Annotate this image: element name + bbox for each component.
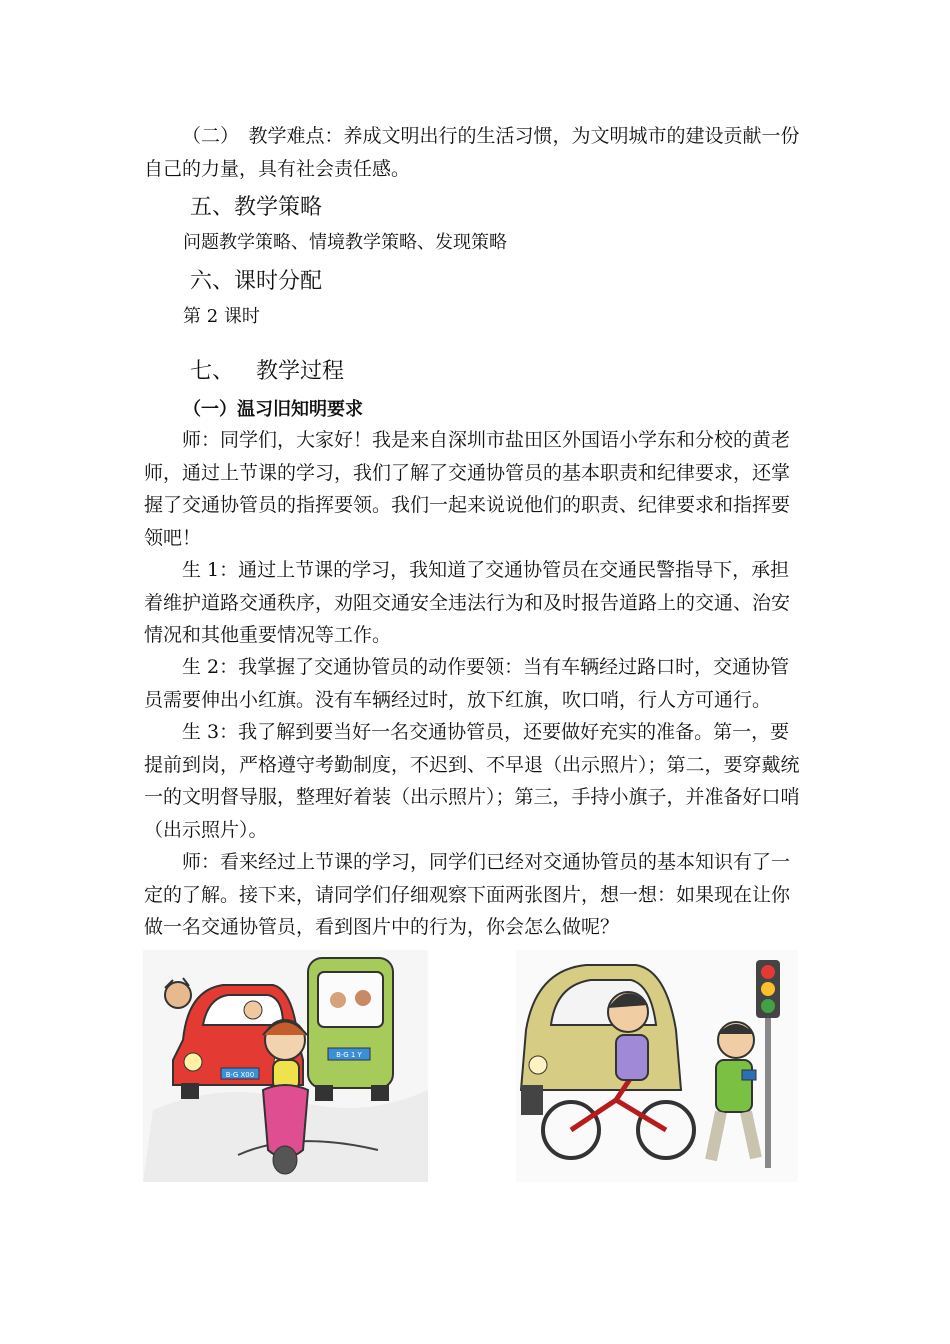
difficulty-label: （二） [182, 125, 240, 147]
bus-icon [308, 958, 393, 1101]
section-7-number: 七、 [190, 359, 235, 384]
section-6-heading: 六、课时分配 [190, 269, 323, 294]
jaywalking-illustration [516, 950, 798, 1182]
subsection-1-heading: （一）温习旧知明要求 [183, 399, 363, 420]
bus-plate: B·G 1 Y [336, 1051, 362, 1059]
teacher-paragraph-2: 师：看来经过上节课的学习，同学们已经对交通协管员的基本知识有了一定的了解。接下来，请同学们仔细观察下面两张图片，想一想：如果现在让你做一名交通协管员，看到图片中的行为，你会怎么做呢？ [144, 851, 791, 938]
traffic-jam-illustration [143, 950, 428, 1182]
section-5-body: 问题教学策略、情境教学策略、发现策略 [183, 232, 507, 253]
teaching-difficulty-paragraph [144, 120, 808, 185]
student-3-paragraph: 生 3：我了解到要当好一名交通协管员，还要做好充实的准备。第一，要提前到岗，严格遵守考勤制度，不迟到、不早退（出示照片）；第二，要穿戴统一的文明督导服，整理好着装（出示照片）；第三，手持小旗子，并准备好口哨 （出示照片）。 [144, 721, 857, 841]
student-2-paragraph: 生 2：我掌握了交通协管员的动作要领：当有车辆经过路口时，交通协管员需要伸出小红旗。没有车辆经过时，放下红旗，吹口哨，行人方可通行。 [144, 656, 790, 711]
student-1-paragraph: 生 1：通过上节课的学习，我知道了交通协管员在交通民警指导下，承担着维护道路交通秩序，劝阻交通安全违法行为和及时报告道路上的交通、治安情况和其他重要情况等工作。 [144, 559, 791, 646]
section-7-heading [190, 354, 344, 385]
section-6-body: 第 2 课时 [183, 306, 260, 327]
section-7-title: 教学过程 [256, 359, 345, 384]
angry-driver-icon [165, 982, 191, 1008]
teacher-paragraph-1: 师：同学们，大家好！我是来自深圳市盐田区外国语小学东和分校的黄老师，通过上节课的学习，我们了解了交通协管员的基本职责和纪律要求，还掌握了交通协管员的指挥要领。我们一起来说说他们的职责、纪律要求和指挥要领吧！ [144, 429, 791, 549]
scooter-rider-icon [263, 1020, 308, 1174]
section-5-heading: 五、教学策略 [190, 195, 323, 220]
difficulty-text: 教学难点：养成文明出行的生活习惯，为文明城市的建设贡献一份自己的力量，具有社会责任感。 [144, 125, 800, 180]
car-plate: B·G X00 [225, 1071, 255, 1079]
